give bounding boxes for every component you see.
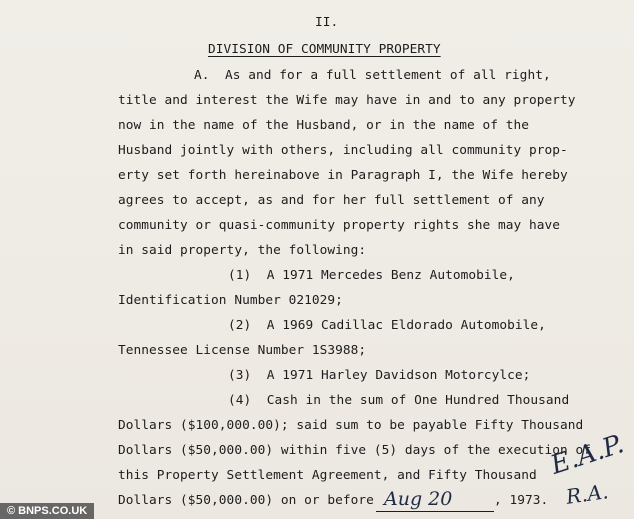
paragraph-a-line: erty set forth hereinabove in Paragraph I, the Wife hereby: [118, 168, 568, 183]
item-1-line: (1) A 1971 Mercedes Benz Automobile,: [228, 268, 515, 283]
item-3-line: (3) A 1971 Harley Davidson Motorcylce;: [228, 368, 531, 383]
item-4-last-prefix: Dollars ($50,000.00) on or before: [118, 493, 374, 508]
paragraph-a-line: Husband jointly with others, including all community prop-: [118, 143, 568, 158]
item-4-line: Dollars ($100,000.00); said sum to be payable Fifty Thousand: [118, 418, 584, 433]
watermark: © BNPS.CO.UK: [0, 503, 94, 519]
item-2-line: Tennessee License Number 1S3988;: [118, 343, 367, 358]
item-4-line: (4) Cash in the sum of One Hundred Thousand: [228, 393, 570, 408]
item-4-last-suffix: , 1973.: [494, 493, 549, 508]
item-4-line: this Property Settlement Agreement, and Fifty Thousand: [118, 468, 537, 483]
paragraph-a-line: title and interest the Wife may have in and to any property: [118, 93, 576, 108]
item-2-line: (2) A 1969 Cadillac Eldorado Automobile,: [228, 318, 546, 333]
paragraph-a-line: now in the name of the Husband, or in the name of the: [118, 118, 529, 133]
handwritten-initials-secondary: R.A.: [564, 479, 610, 509]
paragraph-a-line: A. As and for a full settlement of all right,: [194, 68, 551, 83]
item-1-line: Identification Number 021029;: [118, 293, 343, 308]
item-4-line: Dollars ($50,000.00) within five (5) days of the execution of: [118, 443, 592, 458]
handwritten-date: Aug 20: [384, 488, 453, 510]
paragraph-a-line: in said property, the following:: [118, 243, 367, 258]
handwritten-initials-primary: E.A.P.: [547, 429, 628, 481]
section-number: II.: [315, 15, 339, 30]
paragraph-a-line: community or quasi-community property rights she may have: [118, 218, 560, 233]
paragraph-a-line: agrees to accept, as and for her full settlement of any: [118, 193, 545, 208]
section-title: DIVISION OF COMMUNITY PROPERTY: [208, 42, 441, 57]
